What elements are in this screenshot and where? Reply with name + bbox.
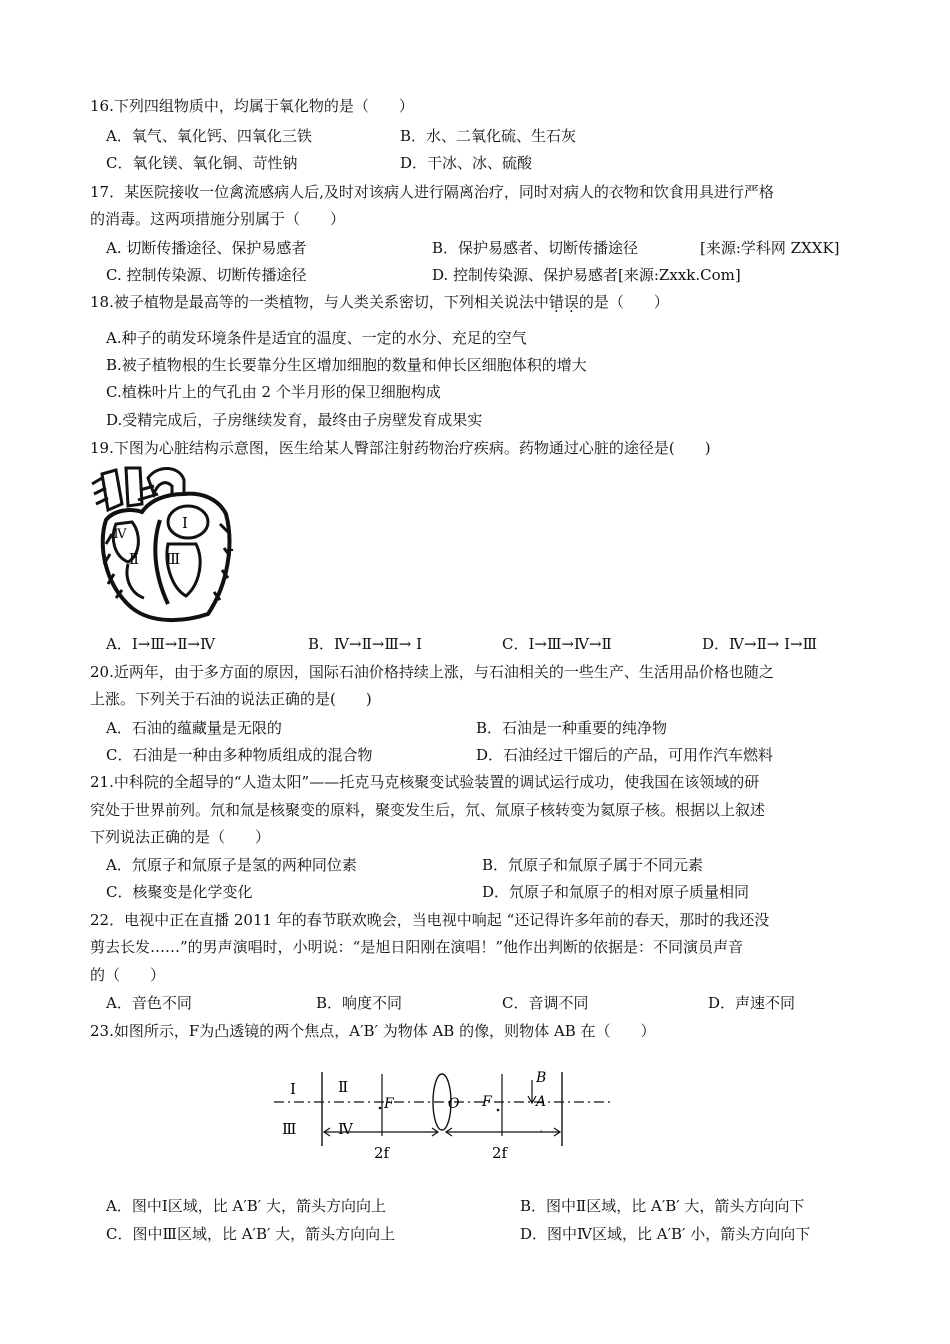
region-2-label: Ⅱ [338,1078,349,1096]
q23-option-b: B．图中Ⅱ区域，比 A′B′ 大，箭头方向向下 [520,1197,805,1215]
q23-option-c: C．图中Ⅲ区域，比 A′B′ 大，箭头方向向上 [106,1225,396,1243]
point-b-label: B [536,1070,547,1086]
q22-stem-line2: 剪去长发……”的男声演唱时，小明说：“是旭日阳刚在演唱！”他作出判断的依据是：不同演员声音 [90,938,744,956]
heart-label-3: Ⅲ [165,550,181,568]
q18-emphasis-char-1: 错 [548,293,564,311]
q18-option-d: D.受精完成后，子房继续发育，最终由子房壁发育成果实 [106,411,483,429]
q21-stem-line1: 21.中科院的全超导的“人造太阳”——托克马克核聚变试验装置的调试运行成功，使我国在该领域的研 [90,773,760,791]
q21-option-a: A．氘原子和氚原子是氢的两种同位素 [106,856,357,874]
svg-text:′: ′ [540,1130,543,1141]
q19-option-b: B．Ⅳ→Ⅱ→Ⅲ→ Ⅰ [308,635,423,653]
q18-option-b: B.被子植物根的生长要靠分生区增加细胞的数量和伸长区细胞体积的增大 [106,356,587,374]
q19-option-a: A．Ⅰ→Ⅲ→Ⅱ→Ⅳ [106,635,216,653]
q22-option-b: B．响度不同 [316,994,403,1012]
heart-label-4: Ⅳ [113,527,127,542]
q21-stem-line3: 下列说法正确的是（ ） [90,828,271,846]
q18-option-a: A.种子的萌发环境条件是适宜的温度、一定的水分、充足的空气 [106,329,527,347]
q22-stem-line3: 的（ ） [90,966,166,984]
region-3-label: Ⅲ [282,1120,297,1138]
q20-option-d: D．石油经过干馏后的产品，可用作汽车燃料 [476,746,774,764]
two-f-left-label: 2f [374,1144,390,1162]
q23-option-a: A．图中Ⅰ区域，比 A′B′ 大，箭头方向向上 [106,1197,386,1215]
q16-option-d: D．干冰、冰、硫酸 [400,154,533,172]
q17-stem-line1: 17．某医院接收一位禽流感病人后,及时对该病人进行隔离治疗，同时对病人的衣物和饮食用具进行严格 [90,183,774,201]
q16-option-a: A．氧气、氧化钙、四氧化三铁 [106,127,312,145]
q22-option-c: C．音调不同 [502,994,589,1012]
q21-stem-line2: 究处于世界前列。氘和氚是核聚变的原料，聚变发生后，氘、氚原子核转变为氦原子核。根据以上叙述 [90,801,766,819]
q17-option-d: D. 控制传染源、保护易感者[来源:Zxxk.Com] [432,266,741,284]
q22-stem-line1: 22．电视中正在直播 2011 年的春节联欢晚会，当电视中响起 “还记得许多年前的春天，那时的我还没 [90,911,770,929]
q20-option-a: A．石油的蕴藏量是无限的 [106,719,282,737]
q23-stem: 23.如图所示，F为凸透镜的两个焦点，A′B′ 为物体 AB 的像，则物体 AB 在（ ） [90,1022,656,1040]
focus-right-label: F [482,1094,492,1110]
q19-option-d: D．Ⅳ→Ⅱ→ Ⅰ→Ⅲ [702,635,818,653]
q17-source-note: [来源:学科网 ZXXK] [700,239,840,257]
q21-option-d: D．氘原子和氚原子的相对原子质量相同 [482,883,750,901]
q20-stem-line2: 上涨。下列关于石油的说法正确的是( ) [90,690,372,708]
region-4-label: Ⅳ [338,1120,353,1138]
q18-emphasis-char-2: 误 [563,293,579,311]
q16-option-b: B．水、二氧化硫、生石灰 [400,127,577,145]
q17-stem-line2: 的消毒。这两项措施分别属于（ ） [90,210,346,228]
heart-diagram [88,464,248,626]
heart-label-2: Ⅱ [128,550,140,568]
optical-center-label: O [448,1096,460,1112]
q21-option-b: B．氘原子和氚原子属于不同元素 [482,856,704,874]
q17-option-b: B．保护易感者、切断传播途径 [432,239,639,257]
q16-stem: 16.下列四组物质中，均属于氧化物的是（ ） [90,97,414,115]
lens-diagram [270,1066,620,1166]
q23-option-d: D．图中Ⅳ区域，比 A′B′ 小，箭头方向向下 [520,1225,811,1243]
q18-option-c: C.植株叶片上的气孔由 2 个半月形的保卫细胞构成 [106,383,441,401]
q22-option-d: D．声速不同 [708,994,796,1012]
q20-stem-line1: 20.近两年，由于多方面的原因，国际石油价格持续上涨，与石油相关的一些生产、生活用品价格也随之 [90,663,774,681]
region-1-label: Ⅰ [290,1080,296,1098]
q20-option-c: C．石油是一种由多种物质组成的混合物 [106,746,373,764]
q19-option-c: C．Ⅰ→Ⅲ→Ⅳ→Ⅱ [502,635,612,653]
two-f-right-label: 2f [492,1144,508,1162]
q19-stem: 19.下图为心脏结构示意图，医生给某人臀部注射药物治疗疾病。药物通过心脏的途径是( ) [90,439,711,457]
q16-option-c: C．氧化镁、氧化铜、苛性钠 [106,154,298,172]
q17-option-a: A. 切断传播途径、保护易感者 [106,239,307,257]
focus-left-label: F [384,1096,394,1112]
q21-option-c: C．核聚变是化学变化 [106,883,253,901]
q17-option-c: C. 控制传染源、切断传播途径 [106,266,307,284]
q20-option-b: B．石油是一种重要的纯净物 [476,719,668,737]
q22-option-a: A．音色不同 [106,994,192,1012]
q18-stem: 18.被子植物是最高等的一类植物，与人类关系密切，下列相关说法中错误的是（ ） [90,293,669,311]
heart-label-1: Ⅰ [182,514,188,532]
point-a-label: A [536,1094,547,1110]
